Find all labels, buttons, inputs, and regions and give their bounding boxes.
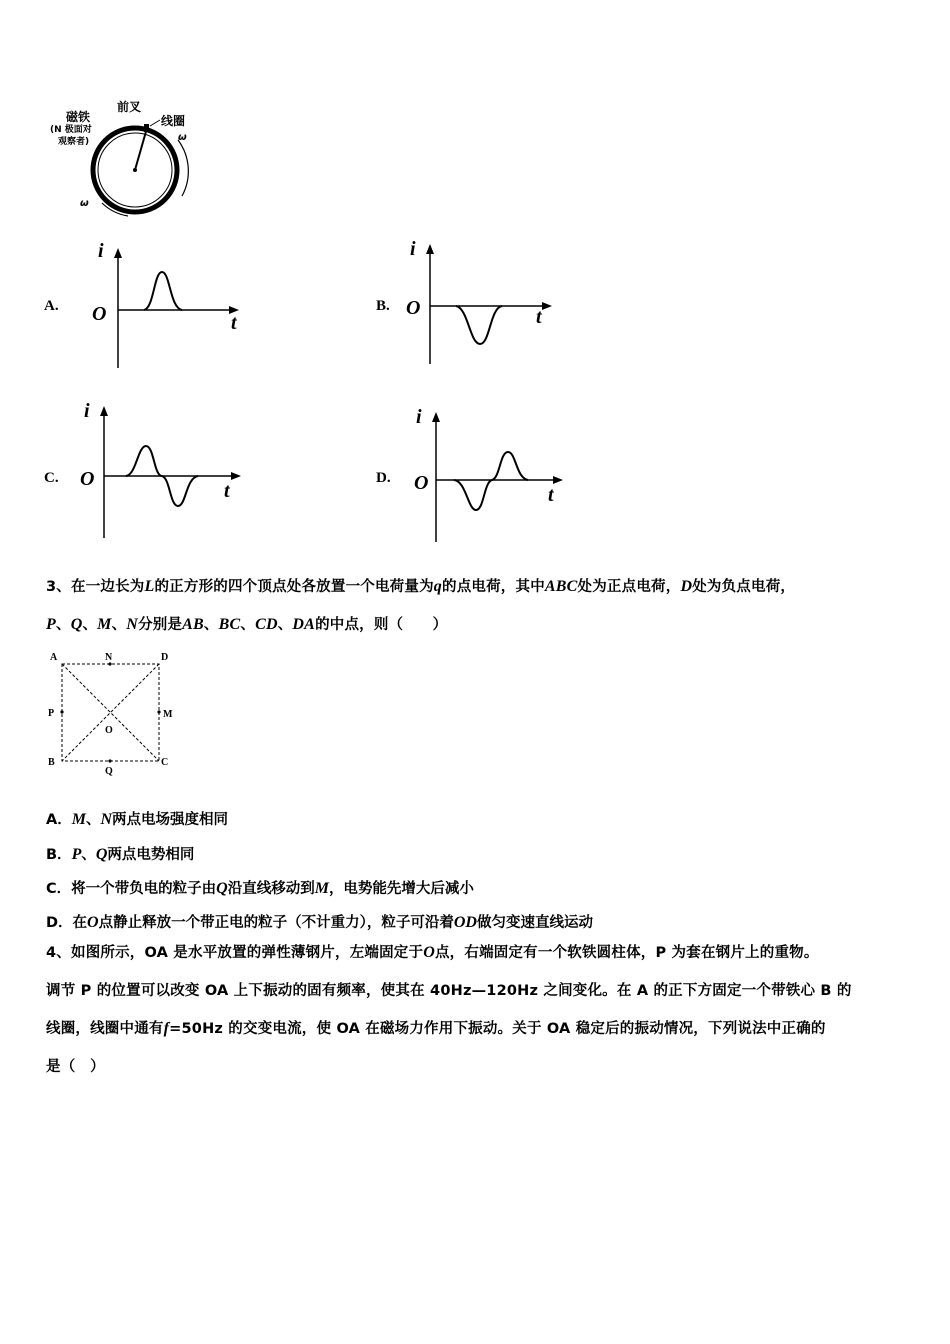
q4-line-3: 线圈，线圈中通有f=50Hz 的交变电流，使 OA 在磁场力作用下振动。关于 OA 稳定后的振动情况，下列说法中正确的 <box>46 1020 826 1037</box>
option-letter: D. <box>376 470 391 486</box>
midpoint-p: P <box>48 708 55 719</box>
q4-stem <box>46 934 926 1086</box>
label-omega-1: ω <box>178 132 187 143</box>
center-o: O <box>105 725 113 736</box>
q3-line-2: P、Q、M、N分别是AB、BC、CD、DA的中点，则（ ） <box>46 616 448 633</box>
q4-line-4: 是（ ） <box>46 1059 105 1075</box>
current-graph-a <box>104 240 254 375</box>
vertex-b: B <box>48 757 55 768</box>
q4-line-2: 调节 P 的位置可以改变 OA 上下振动的固有频率，使其在 40Hz—120Hz 之间变化。在 A 的正下方固定一个带铁心 B 的 <box>46 983 852 999</box>
axis-i: i <box>98 240 104 262</box>
vertex-a: A <box>50 652 58 663</box>
axis-i: i <box>410 238 416 260</box>
current-graph-b <box>416 240 586 375</box>
midpoint-q: Q <box>105 766 113 777</box>
q3-choice-d[interactable]: D．在O点静止释放一个带正电的粒子（不计重力），粒子可沿着OD做匀变速直线运动 <box>46 914 593 931</box>
axis-origin: O <box>406 297 421 319</box>
axis-t: t <box>224 480 230 502</box>
option-letter: A. <box>44 298 59 314</box>
midpoint-n: N <box>105 652 113 663</box>
square-diagram <box>44 650 184 780</box>
current-graph-d <box>420 400 600 545</box>
q3-choice-c[interactable]: C．将一个带负电的粒子由Q沿直线移动到M，电势能先增大后减小 <box>46 880 474 897</box>
axis-t: t <box>536 306 542 328</box>
q3-choice-b[interactable]: B．P、Q两点电势相同 <box>46 846 195 863</box>
q3-choice-a[interactable]: A．M、N两点电场强度相同 <box>46 811 229 828</box>
q3-stem <box>46 568 926 644</box>
label-omega-2: ω <box>80 198 89 209</box>
current-graph-c <box>88 400 268 540</box>
axis-origin: O <box>414 472 429 494</box>
axis-origin: O <box>92 303 107 325</box>
label-magnet: 磁铁 <box>66 110 91 124</box>
label-magnet-note-2: 观察者) <box>58 137 90 147</box>
axis-t: t <box>548 484 554 506</box>
vertex-d: D <box>161 652 169 663</box>
label-coil: 线圈 <box>161 114 186 128</box>
axis-t: t <box>231 312 237 334</box>
label-fork: 前叉 <box>117 100 142 114</box>
vertex-c: C <box>161 757 169 768</box>
axis-i: i <box>84 400 90 422</box>
option-letter: C. <box>44 470 59 486</box>
option-d <box>376 400 596 545</box>
q4-line-1: 4、如图所示，OA 是水平放置的弹性薄钢片，左端固定于O点，右端固定有一个软铁圆柱体，P 为套在钢片上的重物。 <box>46 944 819 961</box>
option-a <box>44 240 254 375</box>
axis-origin: O <box>80 468 95 490</box>
wheel-figure <box>50 98 200 218</box>
option-c <box>44 400 264 540</box>
midpoint-m: M <box>163 709 173 720</box>
q3-line-1: 3、在一边长为L的正方形的四个顶点处各放置一个电荷量为q的点电荷，其中ABC处为正点电荷，D处为负点电荷， <box>46 578 796 595</box>
label-magnet-note-1: (N 极面对 <box>50 125 92 135</box>
option-letter: B. <box>376 298 390 314</box>
option-b <box>376 240 586 375</box>
axis-i: i <box>416 406 422 428</box>
